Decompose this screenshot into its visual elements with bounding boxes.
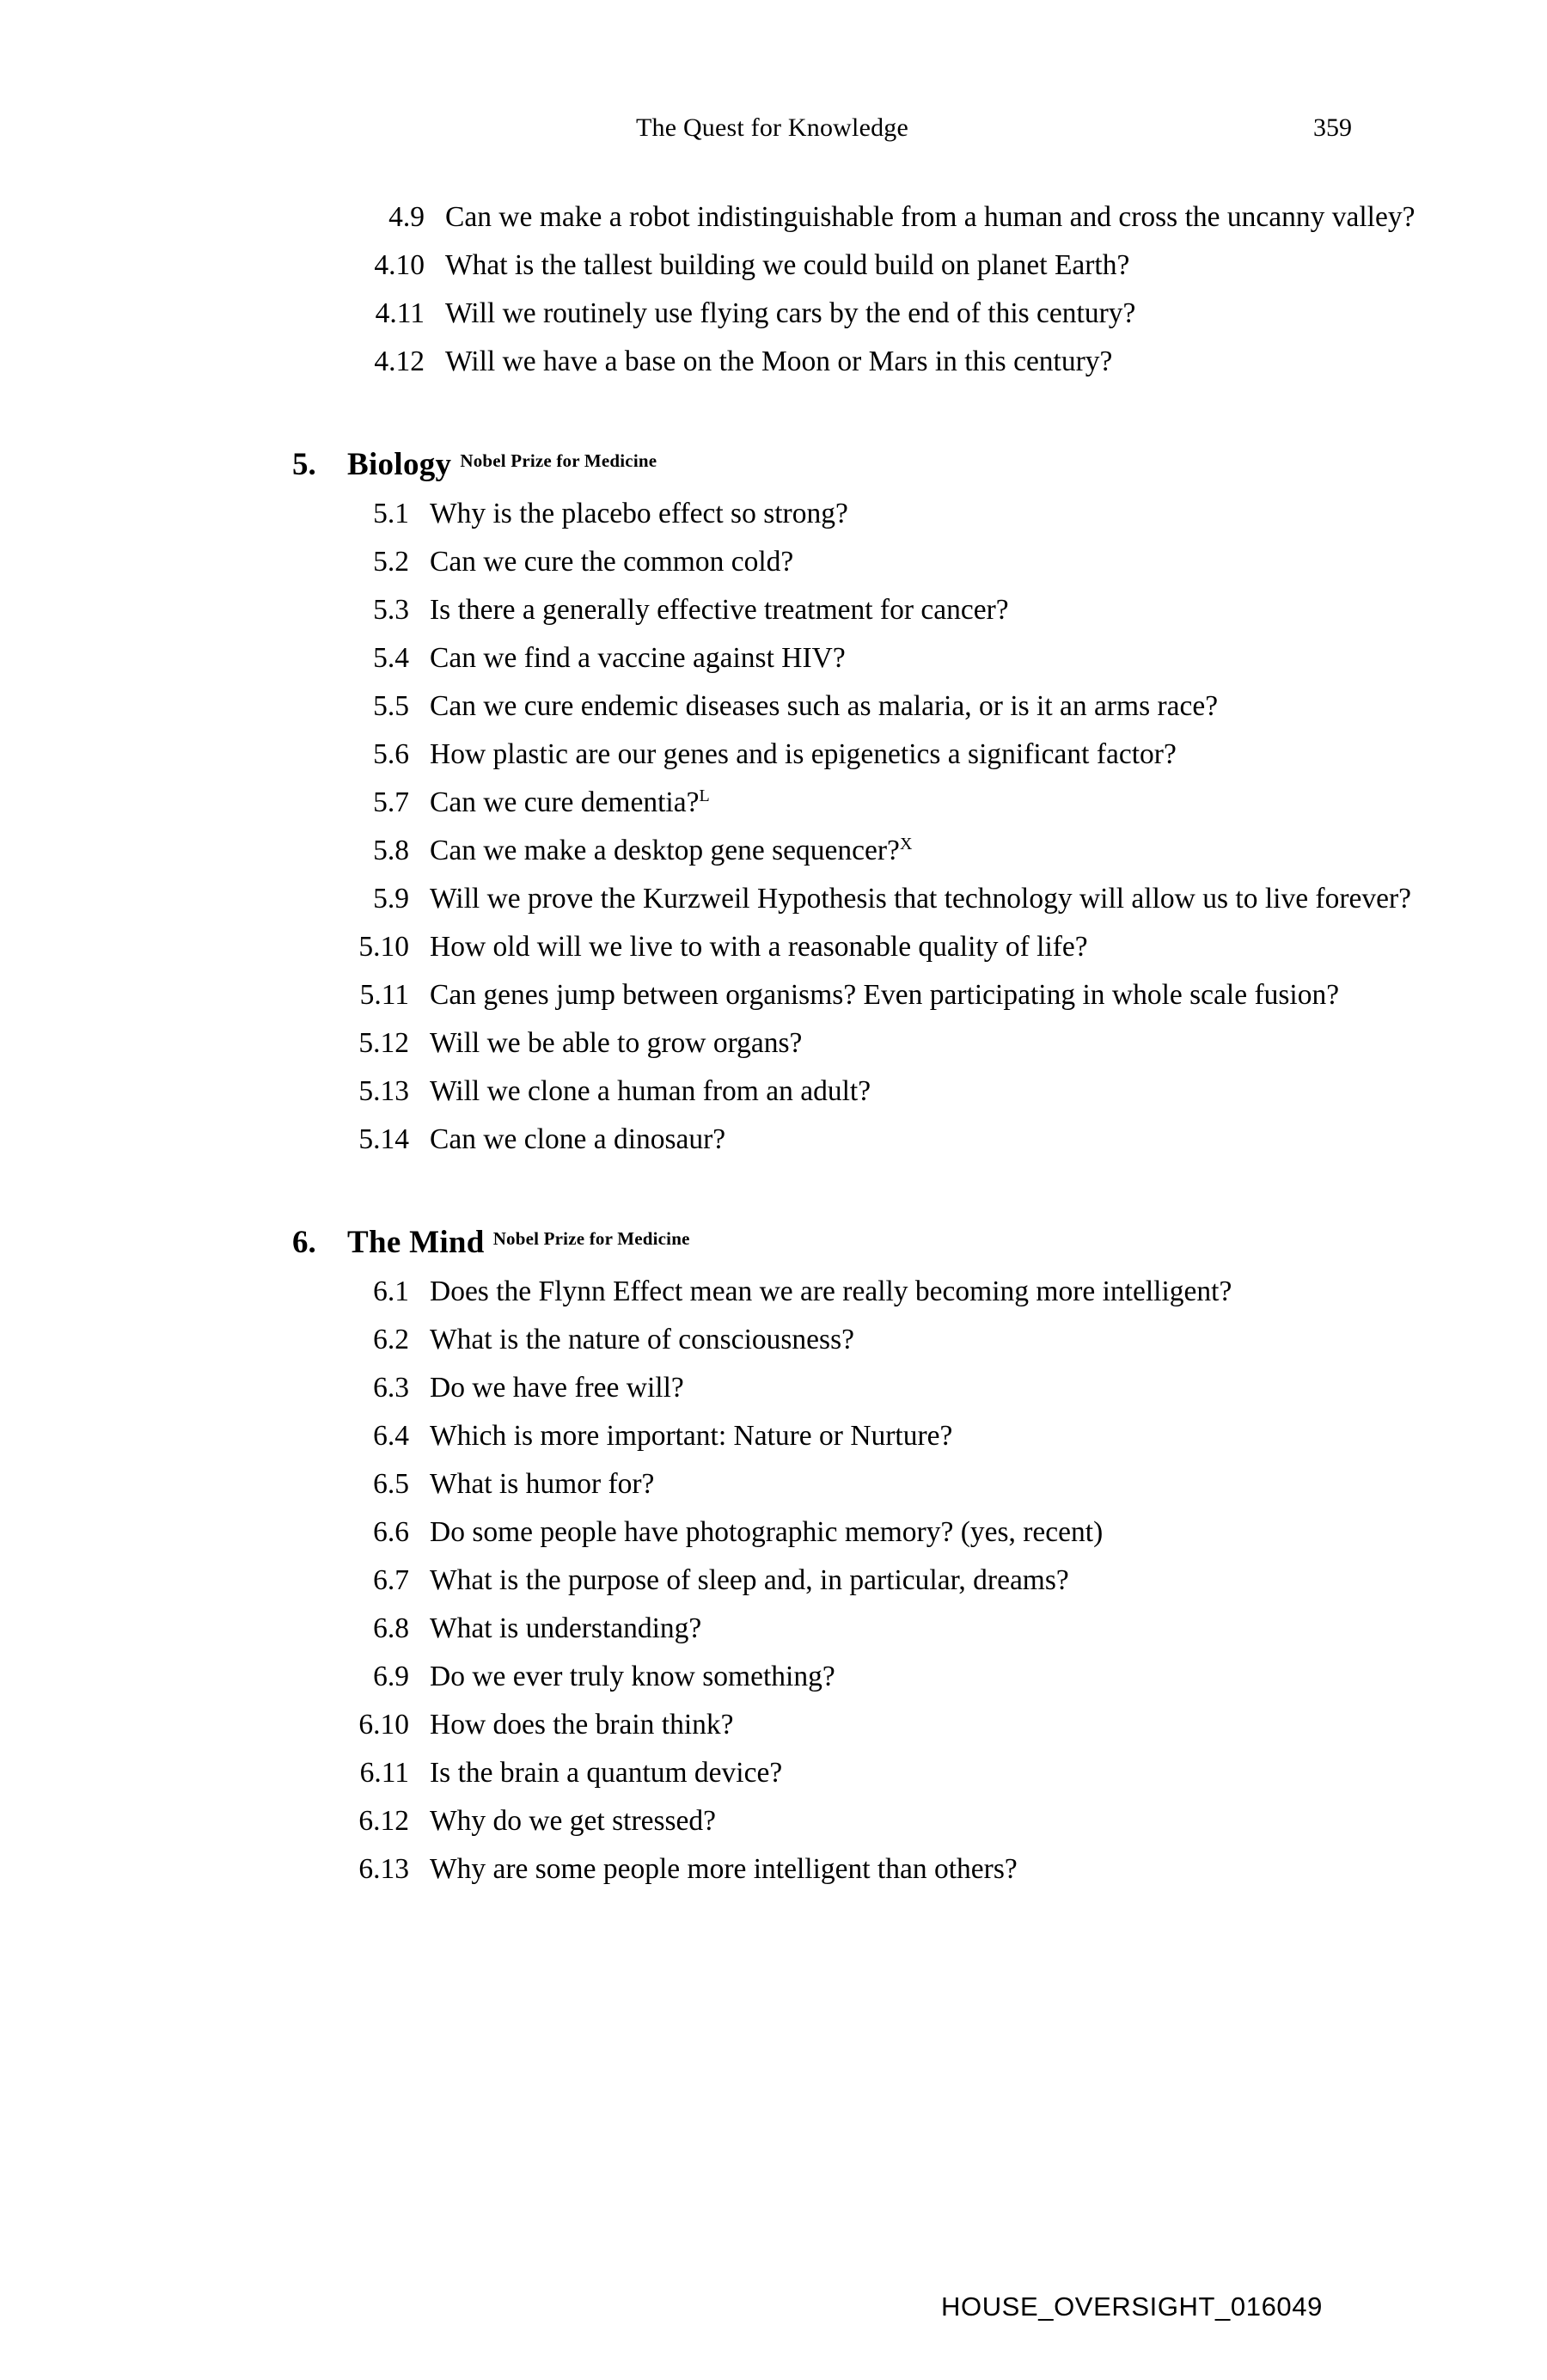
running-head <box>0 113 1547 148</box>
list-item <box>328 1508 1547 1557</box>
section-heading-the-mind <box>0 1224 1547 1261</box>
list-item <box>328 1797 1547 1845</box>
item-text-body: Can we cure dementia? <box>430 786 700 818</box>
item-number: 4.10 <box>374 249 425 281</box>
item-number: 6.3 <box>373 1372 409 1404</box>
list-item <box>328 682 1547 731</box>
item-number: 5.10 <box>358 931 409 963</box>
item-text: How plastic are our genes and is epigenetics a significant factor? <box>430 738 1177 770</box>
item-number: 6.10 <box>358 1709 409 1741</box>
item-text: Do we have free will? <box>430 1372 684 1404</box>
item-number: 6.13 <box>358 1853 409 1885</box>
section-heading-biology <box>0 446 1547 483</box>
item-text: What is the tallest building we could build on planet Earth? <box>445 249 1130 281</box>
item-number: 6.2 <box>373 1324 409 1355</box>
item-number: 6.7 <box>373 1564 409 1596</box>
item-number: 5.12 <box>358 1027 409 1059</box>
item-number: 5.7 <box>373 786 409 818</box>
section-note: Nobel Prize for Medicine <box>460 450 657 471</box>
item-text: Will we have a base on the Moon or Mars in this century? <box>445 346 1113 377</box>
item-number: 5.4 <box>373 642 409 674</box>
item-text: Does the Flynn Effect mean we are really becoming more intelligent? <box>430 1276 1232 1307</box>
list-item <box>328 1019 1547 1068</box>
item-text: What is the nature of consciousness? <box>430 1324 854 1355</box>
item-text: Can we cure the common cold? <box>430 546 794 578</box>
item-number: 6.9 <box>373 1661 409 1692</box>
list-item <box>328 731 1547 779</box>
list-item <box>328 1557 1547 1605</box>
item-text: Which is more important: Nature or Nurture? <box>430 1420 953 1452</box>
item-text: Why is the placebo effect so strong? <box>430 498 848 529</box>
item-text: Do we ever truly know something? <box>430 1661 835 1692</box>
list-item <box>328 586 1547 634</box>
item-text: Will we prove the Kurzweil Hypothesis that technology will allow us to live forever? <box>430 883 1412 915</box>
section-number: 5. <box>292 447 316 482</box>
item-text: How does the brain think? <box>430 1709 734 1741</box>
item-number: 6.5 <box>373 1468 409 1500</box>
question-list-section-4 <box>344 193 1547 386</box>
item-text: Is there a generally effective treatment for cancer? <box>430 594 1009 626</box>
item-number: 5.3 <box>373 594 409 626</box>
list-item <box>328 779 1547 827</box>
item-text: Will we routinely use flying cars by the end of this century? <box>445 297 1136 329</box>
item-text <box>430 827 1414 875</box>
bates-stamp: HOUSE_OVERSIGHT_016049 <box>941 2291 1323 2322</box>
item-text: What is the purpose of sleep and, in particular, dreams? <box>430 1564 1069 1596</box>
item-number: 5.2 <box>373 546 409 578</box>
item-number: 6.4 <box>373 1420 409 1452</box>
item-text: Why do we get stressed? <box>430 1805 717 1837</box>
list-item <box>344 338 1547 386</box>
list-item <box>328 1749 1547 1797</box>
list-item <box>328 538 1547 586</box>
section-title: Biology <box>347 447 452 482</box>
item-superscript: L <box>699 786 710 805</box>
item-number: 5.9 <box>373 883 409 915</box>
list-item <box>328 1068 1547 1116</box>
item-text: Can we cure endemic diseases such as malaria, or is it an arms race? <box>430 690 1219 722</box>
list-item <box>328 490 1547 538</box>
item-text: Why are some people more intelligent than others? <box>430 1853 1018 1885</box>
question-list-section-5 <box>328 490 1547 1164</box>
item-superscript: X <box>899 834 913 853</box>
item-number: 5.14 <box>358 1123 409 1155</box>
section-title: The Mind <box>347 1225 485 1260</box>
item-number: 6.6 <box>373 1516 409 1548</box>
item-text: Is the brain a quantum device? <box>430 1757 783 1789</box>
list-item <box>328 1364 1547 1412</box>
list-item <box>328 1316 1547 1364</box>
item-text: Can we clone a dinosaur? <box>430 1123 726 1155</box>
page-content <box>0 193 1547 1894</box>
item-text: Will we be able to grow organs? <box>430 1027 803 1059</box>
list-item <box>328 971 1547 1019</box>
item-number: 5.11 <box>359 979 409 1011</box>
item-text: Can we find a vaccine against HIV? <box>430 642 846 674</box>
list-item <box>328 1116 1547 1164</box>
item-text: Will we clone a human from an adult? <box>430 1075 871 1107</box>
item-text: Can we make a robot indistinguishable from a human and cross the uncanny valley? <box>445 201 1416 233</box>
list-item <box>344 242 1547 290</box>
section-note: Nobel Prize for Medicine <box>492 1228 690 1249</box>
item-number: 5.8 <box>373 835 409 866</box>
item-number: 6.1 <box>373 1276 409 1307</box>
list-item <box>328 1701 1547 1749</box>
list-item <box>328 923 1547 971</box>
item-number: 5.13 <box>358 1075 409 1107</box>
list-item <box>328 875 1547 923</box>
list-item <box>344 290 1547 338</box>
list-item <box>328 1412 1547 1460</box>
list-item <box>328 1268 1547 1316</box>
item-number: 4.12 <box>374 346 425 377</box>
page-number: 359 <box>1313 113 1352 142</box>
question-list-section-6 <box>328 1268 1547 1894</box>
item-number: 5.5 <box>373 690 409 722</box>
item-number: 5.6 <box>373 738 409 770</box>
list-item <box>328 1653 1547 1701</box>
item-number: 4.9 <box>388 201 425 233</box>
item-text: What is humor for? <box>430 1468 655 1500</box>
running-head-title: The Quest for Knowledge <box>636 113 909 142</box>
item-text: How old will we live to with a reasonable quality of life? <box>430 931 1088 963</box>
item-text: Do some people have photographic memory? (yes, recent) <box>430 1516 1104 1548</box>
item-text: What is understanding? <box>430 1612 702 1644</box>
item-number: 4.11 <box>375 297 425 329</box>
item-number: 6.12 <box>358 1805 409 1837</box>
list-item <box>328 1605 1547 1653</box>
item-text <box>430 779 1414 827</box>
item-number: 6.11 <box>359 1757 409 1789</box>
item-text-body: Can we make a desktop gene sequencer? <box>430 835 900 866</box>
item-text: Can genes jump between organisms? Even participating in whole scale fusion? <box>430 979 1340 1011</box>
list-item <box>328 827 1547 875</box>
list-item <box>328 1845 1547 1894</box>
item-number: 5.1 <box>373 498 409 529</box>
list-item <box>328 634 1547 682</box>
item-number: 6.8 <box>373 1612 409 1644</box>
list-item <box>328 1460 1547 1508</box>
list-item <box>344 193 1547 242</box>
section-number: 6. <box>292 1225 316 1260</box>
